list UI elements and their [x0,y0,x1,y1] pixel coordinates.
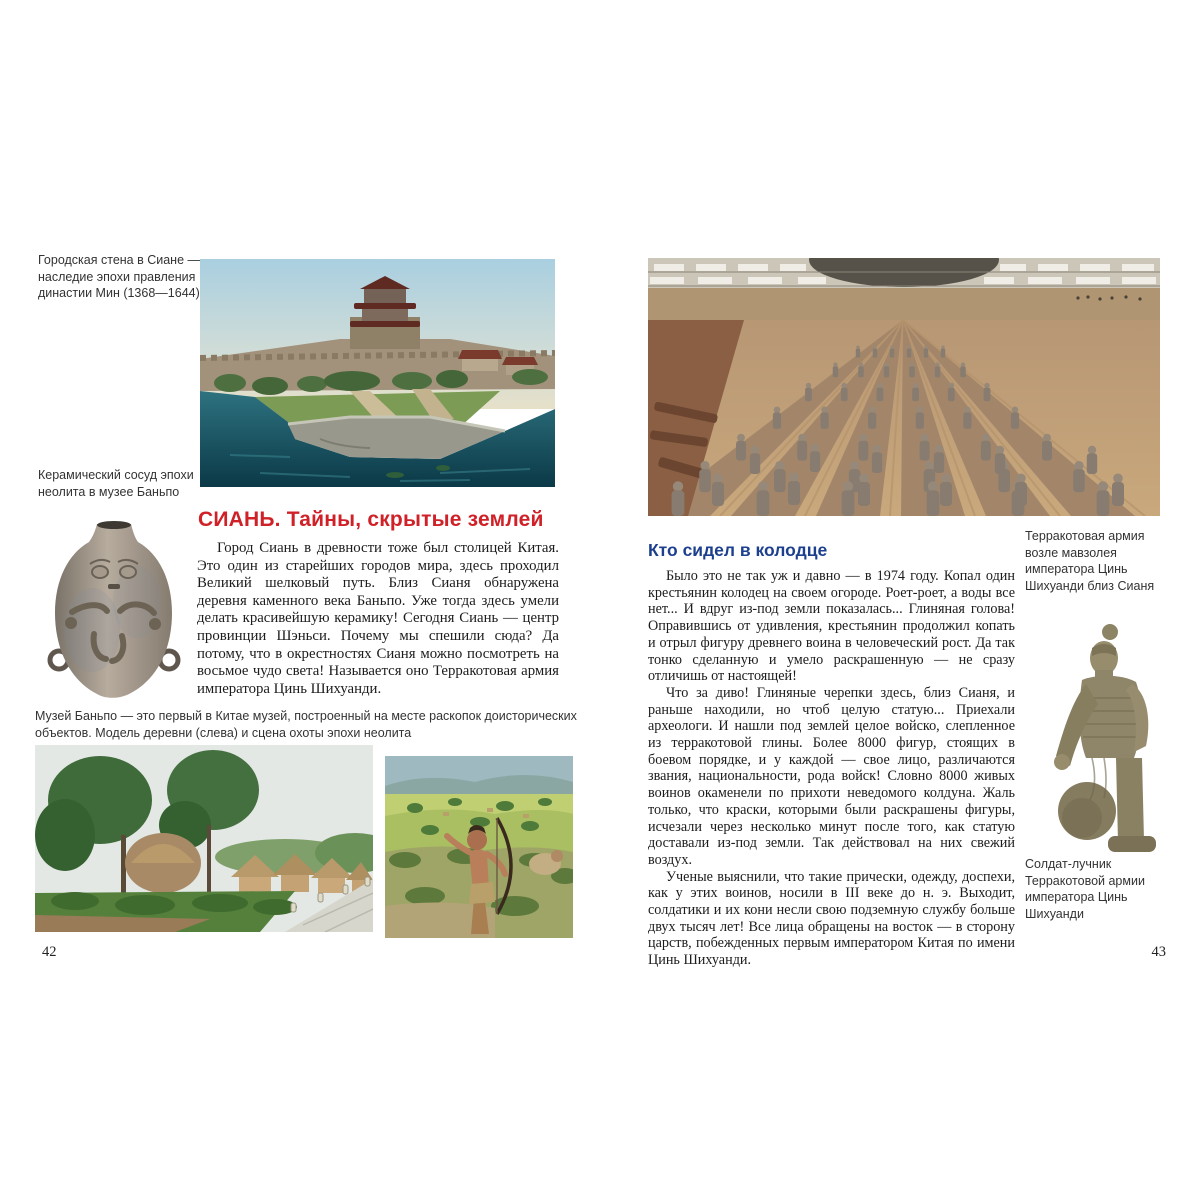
left-body-paragraph: Город Сиань в древности тоже был столицей Китая. Это один из старейших городов мира, здесь проходил Великий шелковый путь. Близ Сианя обнаружена деревня каменного века Баньпо. Уже тогда здесь умели делать красивейшую керамику! Сегодня Сиань — центр провинции Шэньси. Почему мы спешили сюда? Да потому, что в окрестностях Сианя можно посмотреть на восьмое чудо света! Называется оно Терракотовая армия императора Цинь Шихуанди. [197,540,559,697]
hunting-scene-photo [385,756,573,938]
village-model-photo [35,745,373,932]
page-number-right: 43 [1151,944,1166,960]
right-body-paragraph-1: Было это не так уж и давно — в 1974 году. Копал один крестьянин колодец на своем огороде. Роет-роет, а воды все нет... И вдруг из-под земли показалась... Глиняная голова! Оправившись от удивления, крестьянин продолжил копать и отрыл фигуру древнего воина в человеческий рост. Да так тонко сделанную и умело раскрашенную — не сразу отличишь от настоящей! [648,568,1015,685]
right-page-heading: Кто сидел в колодце [648,540,828,560]
right-page-body [648,568,1015,969]
caption-archer: Солдат-лучник Терракотовой армии императора Цинь Шихуанди [1025,857,1145,921]
kneeling-archer-image [1042,618,1168,856]
caption-terracotta-army: Терракотовая армия возле мавзолея императора Цинь Шихуанди близ Сианя [1025,529,1155,593]
left-page-body [197,540,559,698]
right-body-paragraph-2: Что за диво! Глиняные черепки здесь, близ Сианя, и раньше находили, но чтоб целую статую... Приехали археологи. И нашли под землей целое войско, слепленное из терракотовой глины. Более 8000 фигур, стоящих в боевом порядке, и у каждой — свое лицо, различаются звания, национальности, рода войск! Словно 8000 живых воинов окаменели по прихоти неведомого колдуна. Жаль только, что краски, которыми были раскрашены фигуры, исчезали через несколько минут после того, как статую доставали из-под земли. Так действовал на них свежий воздух. [648,684,1015,868]
terracotta-army-photo [648,258,1160,516]
ceramic-vessel-image [40,510,188,705]
caption-vessel: Керамический сосуд эпохи неолита в музее Баньпо [38,468,194,499]
city-wall-photo [200,259,555,487]
left-page-heading: СИАНЬ. Тайны, скрытые землей [198,508,544,531]
right-body-paragraph-3: Ученые выяснили, что такие прически, одежду, доспехи, как у этих воинов, носили в III веке до н. э. Выходит, солдатики и их кони несли свою подземную службу больше двух тысяч лет! Все лица обращены на восток — в сторону царств, побежденных первым императором Китая по имени Цинь Шихуанди. [648,868,1015,969]
page-number-left: 42 [42,944,57,960]
caption-city-wall: Городская стена в Сиане — наследие эпохи правления династии Мин (1368—1644) [38,253,201,300]
caption-banpo-museum: Музей Баньпо — это первый в Китае музей, построенный на месте раскопок доисторических объектов. Модель деревни (слева) и сцена охоты эпохи неолита [35,709,577,740]
